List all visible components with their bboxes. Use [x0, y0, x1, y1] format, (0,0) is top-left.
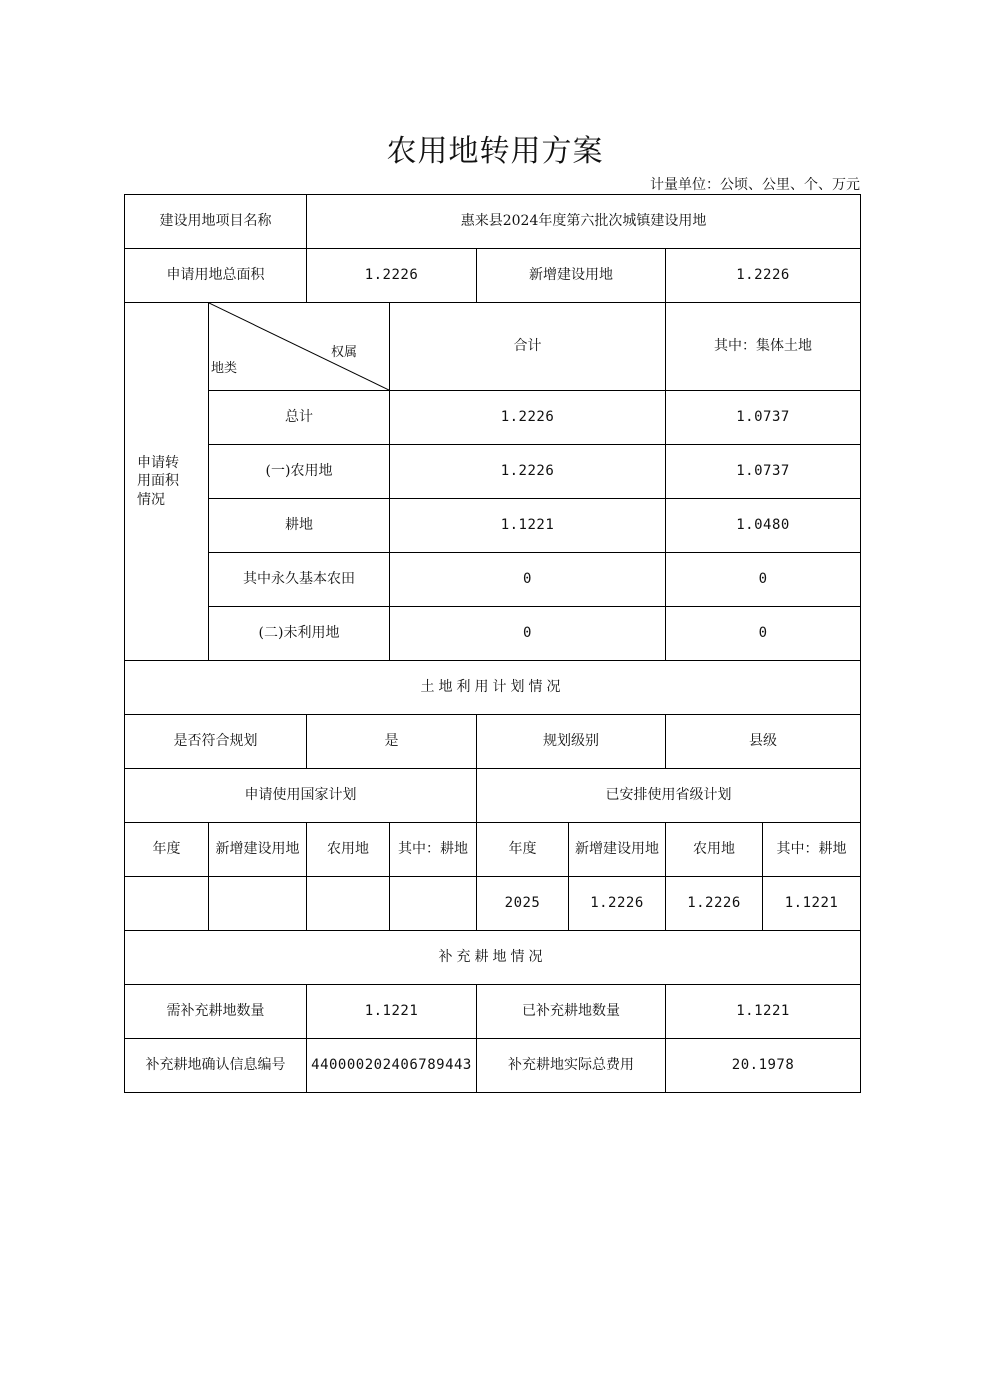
- column-header: 其中：耕地: [763, 823, 861, 877]
- document-title: 农用地转用方案: [386, 134, 604, 169]
- column-header: 其中：耕地: [390, 823, 477, 877]
- row-collective: 1.0737: [666, 445, 861, 499]
- new-construction-value: 1.2226: [666, 249, 861, 303]
- total-header: 合计: [390, 303, 666, 391]
- column-header: 年度: [477, 823, 569, 877]
- conversion-side-label: 申请转 用面积 情况: [125, 303, 209, 661]
- supplement-amount-row: [125, 985, 861, 1039]
- total-cost-value: 20.1978: [666, 1039, 861, 1093]
- total-cost-label: 补充耕地实际总费用: [477, 1039, 666, 1093]
- land-conversion-table: [124, 194, 861, 1093]
- collective-header: 其中：集体土地: [666, 303, 861, 391]
- project-value: 惠来县2024年度第六批次城镇建设用地: [307, 195, 861, 249]
- table-cell: [307, 877, 390, 931]
- supplement-info-row: [125, 1039, 861, 1093]
- row-total: 1.2226: [390, 445, 666, 499]
- confirm-id-value: 440000202406789443: [307, 1039, 477, 1093]
- column-header: 农用地: [307, 823, 390, 877]
- column-header: 新增建设用地: [209, 823, 307, 877]
- ownership-header: 权属: [331, 345, 358, 360]
- plan-group-row: [125, 769, 861, 823]
- row-total: 1.1221: [390, 499, 666, 553]
- plan-level-value: 县级: [666, 715, 861, 769]
- column-header: 年度: [125, 823, 209, 877]
- diagonal-header-cell: [209, 303, 390, 391]
- supplement-section-row: [125, 931, 861, 985]
- table-cell: 1.2226: [569, 877, 666, 931]
- need-supplement-label: 需补充耕地数量: [125, 985, 307, 1039]
- done-supplement-value: 1.1221: [666, 985, 861, 1039]
- table-cell: [209, 877, 307, 931]
- need-supplement-value: 1.1221: [307, 985, 477, 1039]
- column-header: 农用地: [666, 823, 763, 877]
- project-label: 建设用地项目名称: [125, 195, 307, 249]
- table-row: [125, 445, 861, 499]
- conform-value: 是: [307, 715, 477, 769]
- row-total: 0: [390, 607, 666, 661]
- row-label: 耕地: [209, 499, 390, 553]
- project-row: [125, 195, 861, 249]
- table-row: [125, 607, 861, 661]
- column-header: 新增建设用地: [569, 823, 666, 877]
- table-cell: 1.2226: [666, 877, 763, 931]
- new-construction-label: 新增建设用地: [477, 249, 666, 303]
- conform-row: [125, 715, 861, 769]
- table-cell: 2025: [477, 877, 569, 931]
- plan-level-label: 规划级别: [477, 715, 666, 769]
- apply-area-row: [125, 249, 861, 303]
- row-collective: 1.0737: [666, 391, 861, 445]
- row-collective: 0: [666, 553, 861, 607]
- row-label: 总计: [209, 391, 390, 445]
- plan-values-row: [125, 877, 861, 931]
- category-header: 地类: [211, 361, 238, 376]
- total-area-value: 1.2226: [307, 249, 477, 303]
- supplement-section-title: 补充耕地情况: [125, 931, 861, 985]
- row-total: 1.2226: [390, 391, 666, 445]
- unit-note: 计量单位：公顷、公里、个、万元: [650, 177, 860, 193]
- table-row: [125, 553, 861, 607]
- conversion-header-row: [125, 303, 861, 391]
- done-supplement-label: 已补充耕地数量: [477, 985, 666, 1039]
- row-label: (二)未利用地: [209, 607, 390, 661]
- table-cell: [390, 877, 477, 931]
- plan-section-title: 土地利用计划情况: [125, 661, 861, 715]
- conform-label: 是否符合规划: [125, 715, 307, 769]
- provincial-plan-label: 已安排使用省级计划: [477, 769, 861, 823]
- total-area-label: 申请用地总面积: [125, 249, 307, 303]
- plan-section-row: [125, 661, 861, 715]
- row-total: 0: [390, 553, 666, 607]
- table-row: [125, 391, 861, 445]
- national-plan-label: 申请使用国家计划: [125, 769, 477, 823]
- confirm-id-label: 补充耕地确认信息编号: [125, 1039, 307, 1093]
- plan-header-row: [125, 823, 861, 877]
- table-cell: 1.1221: [763, 877, 861, 931]
- row-label: (一)农用地: [209, 445, 390, 499]
- row-label: 其中永久基本农田: [209, 553, 390, 607]
- table-cell: [125, 877, 209, 931]
- table-row: [125, 499, 861, 553]
- row-collective: 1.0480: [666, 499, 861, 553]
- row-collective: 0: [666, 607, 861, 661]
